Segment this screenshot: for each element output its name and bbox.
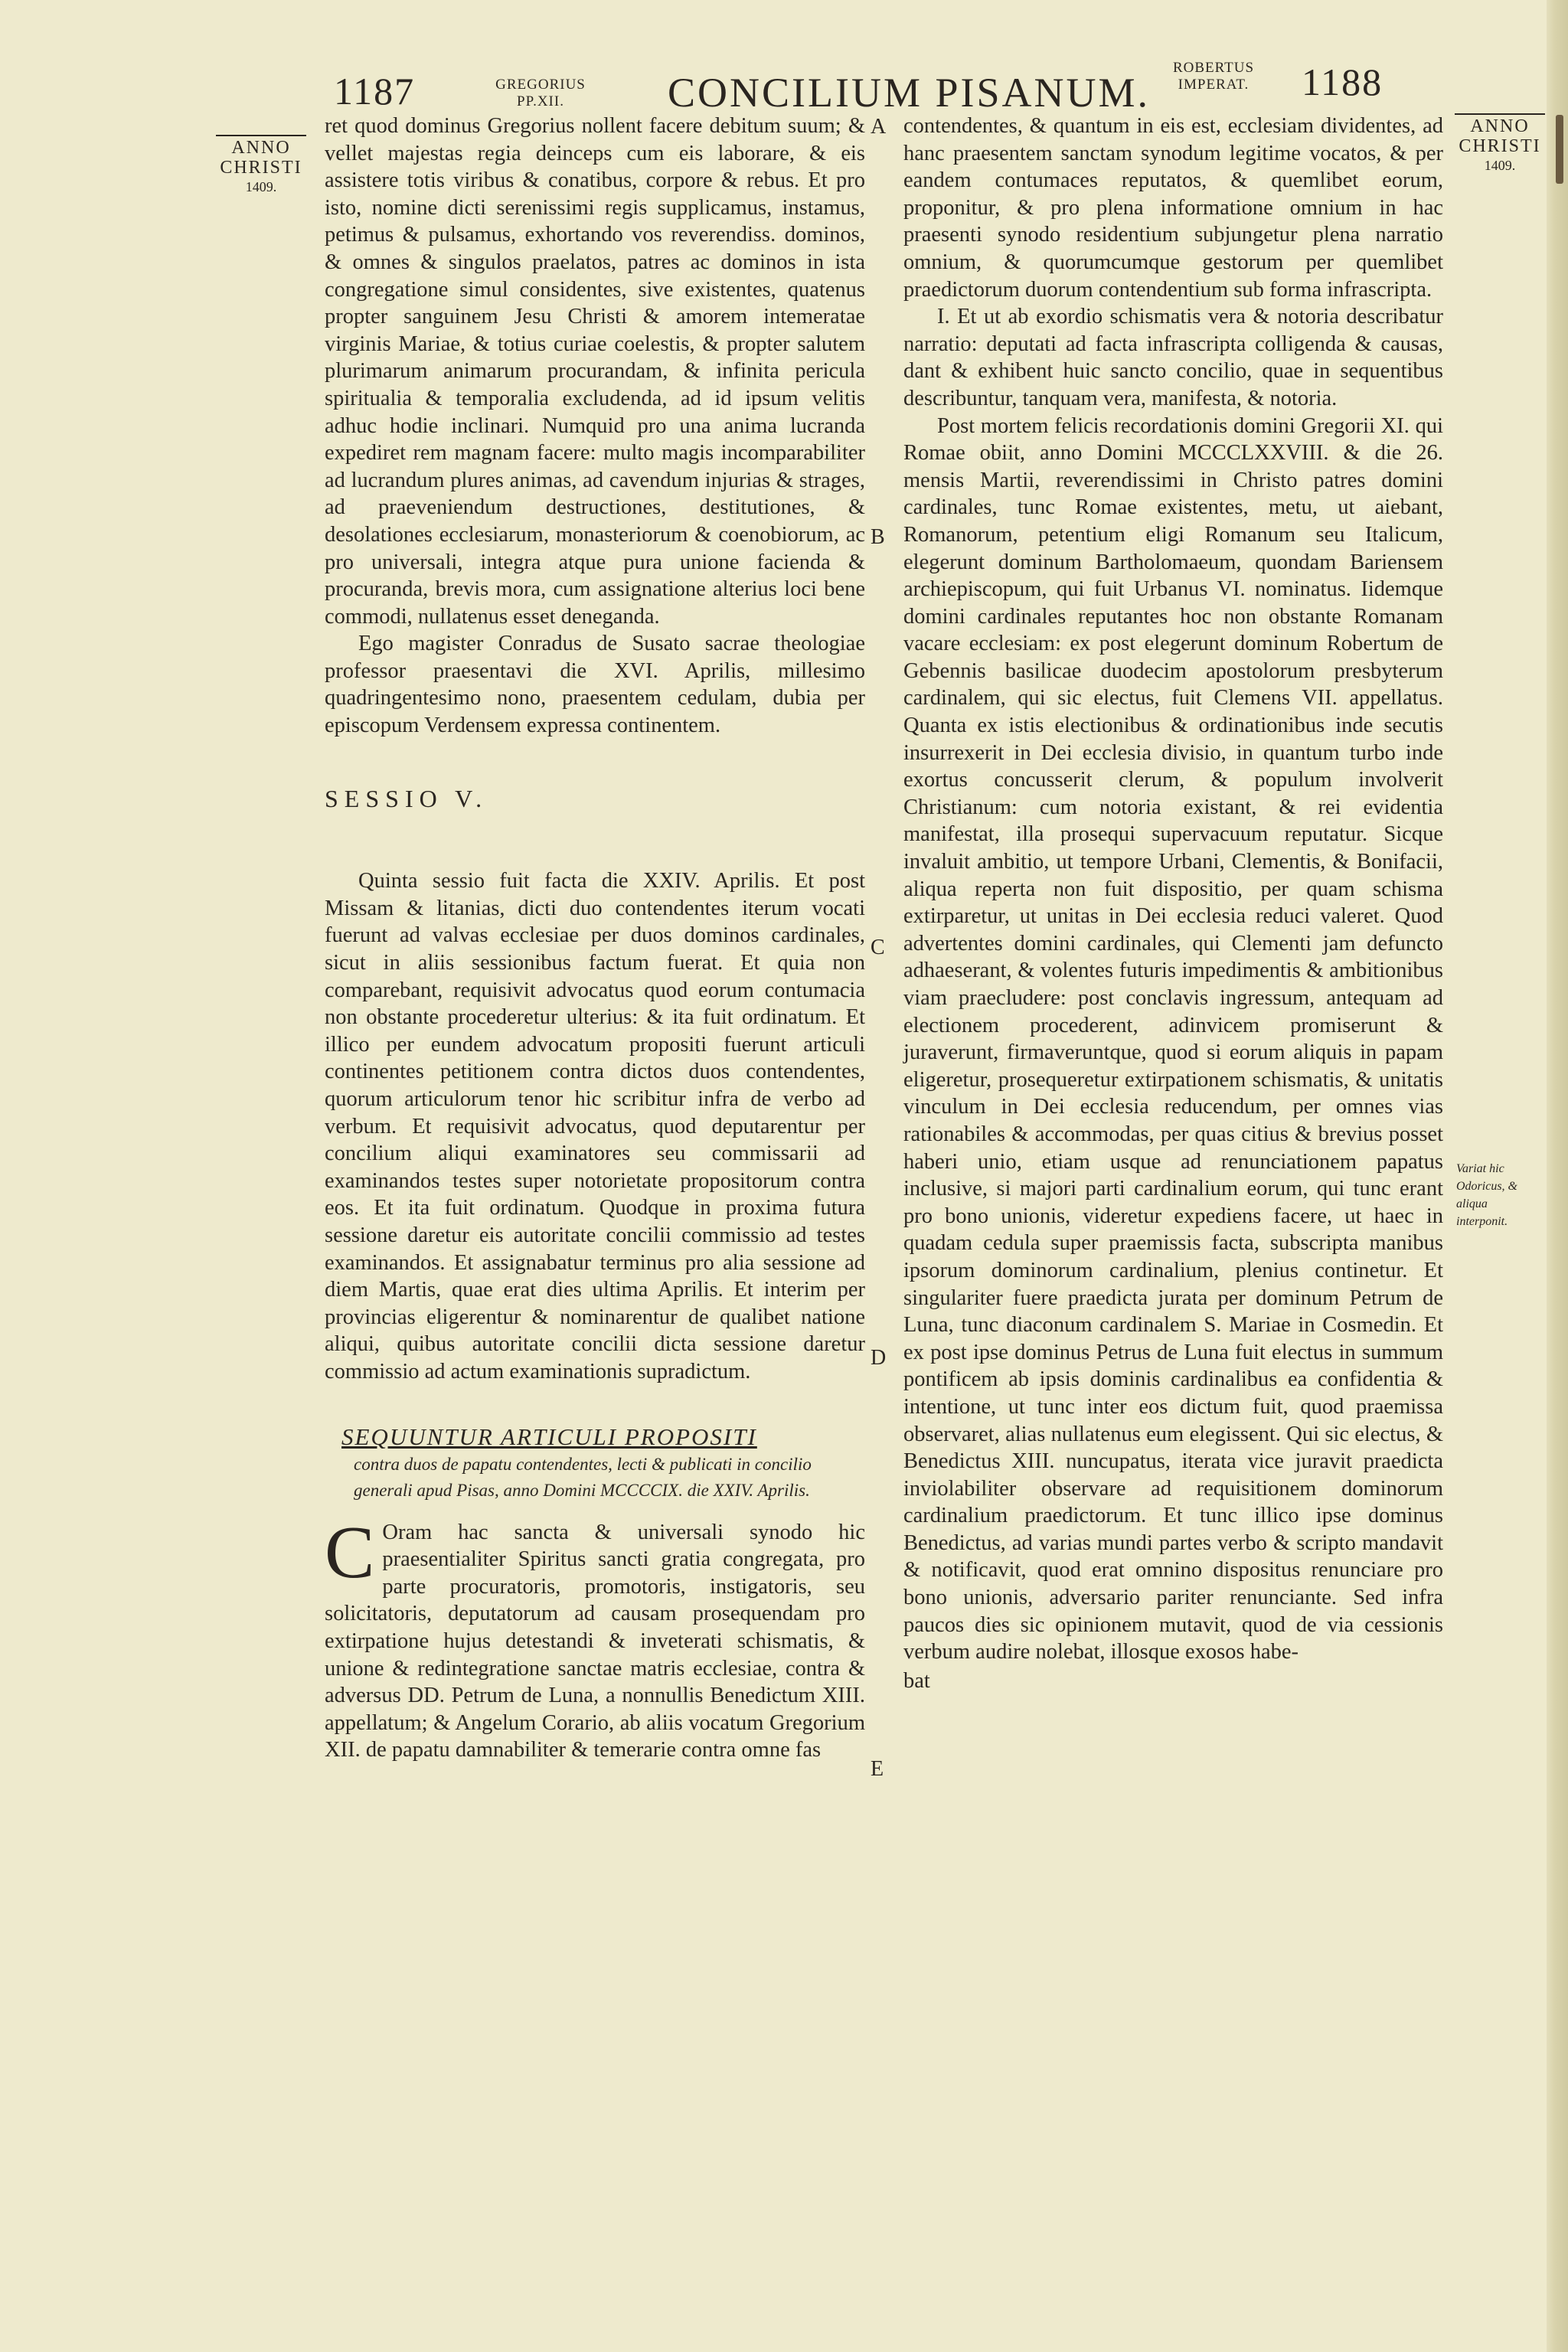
paragraph-text: Oram hac sancta & universali synodo hic praesentialiter Spiritus sancti gratia congregata, pro parte procuratoris, promotoris, instigatoris, seu solicitatoris, deputatorum ad causam prosequendam pro extirpatione hujus detestandi & inveterati schismatis, & unione & redintegratione sanctae matris ecclesiae, contra & adversus DD. Petrum de Luna, a nonnullis Benedictum XIII. appellatum; & Angelum Corario, ab aliis vocatum Gregorium XII. de papatu damnabiliter & temerarie contra omne fas	[325, 1520, 865, 1762]
margin-rule	[216, 135, 306, 136]
paragraph: ret quod dominus Gregorius nollent facere debitum suum; & vellet majestas regia deinceps cum eis laborare, & eis assistere totis viribus & conatibus, corpore & rebus. Et pro isto, nomine dicti serenissimi regis supplicamus, instamus, petimus & pulsamus, exhortando vos reverendiss. dominos, & omnes & singulos praelatos, patres ac dominos in ista congregatione simul considentes, sive existentes, quatenus propter sanguinem Jesu Christi & amorem intemeratae virginis Mariae, & totius curiae coelestis, & propter salutem plurimarum animarum procurandam, & infinita pericula spiritualia & temporalia excludenda, ad id ipsum velitis adhuc hodie inclinari. Numquid pro una anima lucranda expediret rem magnam facere: multo magis incomparabiliter ad lucrandum plures animas, ad cavendum injurias & strages, ad praeveniendum destructiones, destitutiones, & desolationes ecclesiarum, monasteriorum & coenobiorum, ac pro universali, integra atque pura unione facienda & procuranda, brevis mora, cum assignatione alterius loci bene commodi, nullatenus esset deneganda.	[325, 114, 865, 629]
paragraph: I. Et ut ab exordio schismatis vera & notoria describatur narratio: deputati ad facta infrascripta colligenda & causas, dant & exhibent huic sancto concilio, quae in sequentibus describuntur, tanquam vera, manifesta, & notoria.	[903, 305, 1443, 410]
margin-year-right	[1455, 113, 1545, 175]
page-binding-edge	[1547, 0, 1568, 2352]
running-head-gregorius: GREGORIUS PP.XII.	[495, 77, 586, 109]
paragraph: Quinta sessio fuit facta die XXIV. Aprilis. Et post Missam & litanias, dicti duo contendentes iterum vocati fuerunt ad valvas ecclesiae per duos dominos cardinales, sicut in aliis sessionibus factum fuerat. Et quia non comparebant, requisivit advocatus quod eorum contumacia non obstante procederetur ulterius: & ita fuit ordinatum. Et illico per eundem advocatum propositi fuerunt articuli continentes petitionem contra dictos duos contendentes, quorum articulorum tenor hic scribitur infra de verbo ad verbum. Et requisivit advocatus, quod deputarentur per concilium aliqui examinatores seu commissarii ad examinandos testes super notorietate propositorum contra eos. Et ita fuit ordinatum. Quodque in proxima futura sessione daretur eis autoritate concilii commissio ad testes examinandos. Et assignabatur terminus pro alia sessione ad diem Martis, quae erat dies ultima Aprilis. Et interim per provincias eligerentur & nominarentur de qualibet natione aliqui, quibus autoritate concilii dicta sessione daretur commissio ad actum examinationis supradictum.	[325, 869, 865, 1383]
variant-margin-note: Variat hic Odoricus, & aliqua interponit.	[1456, 1162, 1517, 1228]
left-column	[325, 113, 865, 1764]
running-head-robertus: ROBERTUS IMPERAT.	[1172, 60, 1255, 93]
section-letter-c: C	[871, 936, 885, 959]
year-label: 1409.	[1484, 158, 1516, 173]
year-label: 1409.	[245, 179, 277, 194]
margin-year-left	[216, 135, 306, 196]
christi-label: CHRISTI	[220, 158, 302, 178]
paragraph: contendentes, & quantum in eis est, ecclesiam dividentes, ad hanc praesentem sanctam synodum legitime vocatos, & per eandem contumaces reputatos, & quemlibet eorum, proponitur, & pro plena informatione omnium in hac praesenti synodo residentium subjungetur plena narratio omnium, & quorumcumque gestorum per quemlibet praedictorum duorum contendentium sub forma infrascripta.	[903, 114, 1443, 302]
anno-label: ANNO	[231, 138, 291, 158]
page-number-right: 1188	[1302, 60, 1383, 103]
section-letter-e: E	[871, 1757, 884, 1781]
section-letter-d: D	[871, 1346, 887, 1370]
articles-heading	[325, 1424, 865, 1504]
christi-label: CHRISTI	[1459, 136, 1541, 156]
drop-cap: C	[325, 1511, 375, 1594]
page-title: CONCILIUM PISANUM.	[668, 70, 1151, 116]
margin-rule	[1455, 113, 1545, 115]
session-title: SESSIO V.	[325, 784, 488, 812]
articles-heading-sub: contra duos de papatu contendentes, lecti & publicati in concilio generali apud Pisas, anno Domini MCCCCIX. die XXIV. Aprilis.	[354, 1454, 812, 1500]
anno-label: ANNO	[1470, 116, 1530, 136]
page-number-left: 1187	[334, 70, 416, 113]
section-letter-a: A	[871, 115, 887, 139]
section-letter-b: B	[871, 525, 885, 549]
articles-heading-main: SEQUUNTUR ARTICULI PROPOSITI	[341, 1423, 757, 1450]
paragraph: Post mortem felicis recordationis domini Gregorii XI. qui Romae obiit, anno Domini MCCCLXXVIII. & die 26. mensis Martii, reverendissimi in Christo patres domini cardinales, tunc Romae existentes, metu, ut aiebant, Romanorum, petentium eligi Romanum seu Italicum, elegerunt dominum Bartholomaeum, quondam Bariensem archiepiscopum, qui fuit Urbanus VI. nominatus. Iidemque domini cardinales reputantes hoc non obstante Romanam vacare ecclesiam: ex post elegerunt dominum Robertum de Gebennis basilicae duodecim apostolorum presbyterum cardinalem, qui sic electus, fuit Clemens VII. appellatus. Quanta ex istis electionibus & ordinationibus inde secutis insurrexerit in Dei ecclesia divisio, in quantum turbo inde exortus concusserit clerum, & populum involverit Christianum: cum notoria existant, & rei evidentia manifestat, illa prosequi supervacuum reputatur. Sicque invaluit ambitio, ut tempore Urbani, Clementis, & Bonifacii, aliqua reperta non fuit dispositio, per quam schisma extirparetur, ut unitas in Dei ecclesia reduci valeret. Quod advertentes domini cardinales, qui Clementi jam defuncto adhaeserant, & volentes futuris impedimentis & ambitionibus viam praecludere: post conclavis ingressum, antequam ad electionem procederent, adinvicem promiserunt & juraverunt, firmaveruntque, quod si eorum aliquis in papam eligeretur, prosequeretur extirpationem schismatis, & unitatis vinculum in Dei ecclesia reducendum, per omnes vias rationabiles & accommodas, per quas citius & brevius posset haberi unio, etiam usque ad renunciationem papatus inclusive, si majori parti cardinalium eorum, qui tunc erant pro bono unionis, videretur expediens facere, ut haec in quadam cedula super praemissis facta, subscripta manibus ipsorum dominorum cardinalium, plenius continetur. Et singulariter fuere praedicta jurata per dominum Petrum de Luna, tunc diaconum cardinalem S. Mariae in Cosmedin. Et ex post ipse dominus Petrus de Luna fuit electus in summum pontificem ab ipsis dominis cardinalibus ea confidentia & intentione, ut tunc inter eos dictum fuit, quod praemissa observaret, alias nullatenus eum elegissent. Qui sic electus, & Benedictus XIII. nuncupatus, iterata vice juravit praedicta inviolabiliter observare ad requisitionem dominorum cardinalium praedictorum. Et tunc illico ipse dominus Benedictus, ad varias mundi partes verbo & scripto mandavit & notificavit, quod erat omnino dispositus renunciare pro bono unionis, adversario pariter renunciante. Sed infra paucos dies sic opinionem mutavit, quod de via cessionis verbum audire nolebat, illosque exosos habe-	[903, 413, 1443, 1664]
paragraph: Ego magister Conradus de Susato sacrae theologiae professor praesentavi die XVI. Aprilis, millesimo quadringentesimo nono, praesentem cedulam, dubia per episcopum Verdensem expressa continentem.	[325, 632, 865, 738]
right-column	[903, 113, 1443, 1694]
catchword: bat	[903, 1668, 930, 1693]
paragraph	[325, 1511, 865, 1764]
